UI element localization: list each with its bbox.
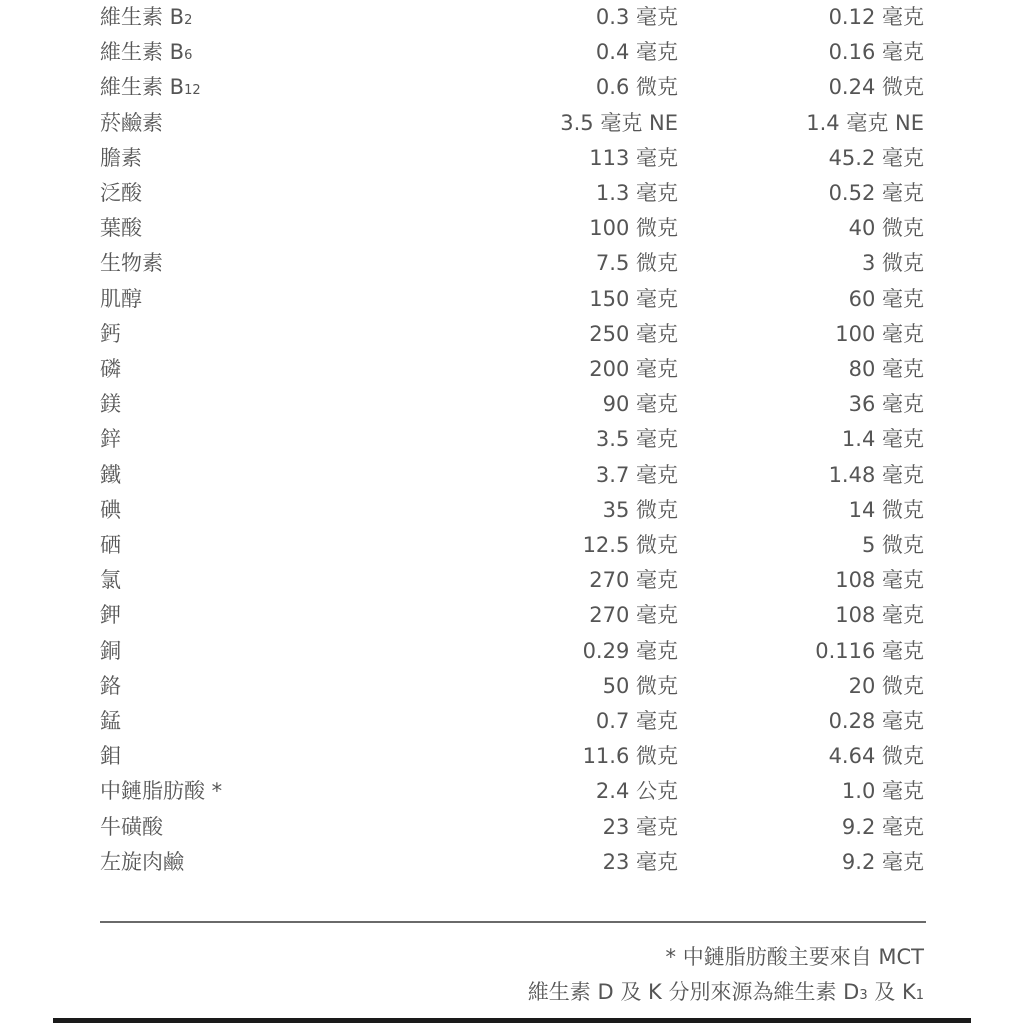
- nutrient-amount-per-100: 1.48 毫克: [828, 462, 924, 487]
- table-row: [0, 704, 1024, 739]
- table-row: [0, 598, 1024, 633]
- nutrient-name-subscript: 2: [184, 13, 193, 28]
- nutrient-amount-per-100: 9.2 毫克: [841, 814, 924, 839]
- nutrient-name-text: 牛磺酸: [100, 814, 163, 839]
- nutrient-amount-per-100: 4.64 微克: [828, 744, 924, 769]
- nutrient-amount-per-100: 0.16 毫克: [828, 40, 924, 65]
- table-row: [0, 634, 1024, 669]
- nutrient-name-text: 膽素: [100, 145, 142, 170]
- footnote-vitamin-prefix: 維生素 D 及 K 分別來源為維生素 D: [527, 980, 860, 1004]
- nutrient-name-text: 鎂: [100, 392, 121, 417]
- nutrient-name: [100, 669, 121, 704]
- nutrient-name-text: 磷: [100, 357, 121, 381]
- nutrient-amount-per-serving: 0.6 微克: [595, 75, 678, 100]
- nutrient-name: [100, 70, 201, 105]
- nutrient-amount-per-serving: 100 微克: [589, 216, 678, 241]
- nutrient-amount-per-100: 20 微克: [848, 673, 924, 698]
- table-row: [0, 563, 1024, 598]
- nutrient-amount-per-100: 0.52 毫克: [828, 181, 924, 205]
- nutrient-amount-per-serving: 113 毫克: [589, 145, 678, 170]
- nutrient-amount-per-serving: 3.7 毫克: [595, 462, 678, 487]
- nutrient-name-text: 肌醇: [100, 286, 142, 311]
- nutrient-name: [100, 176, 142, 211]
- nutrient-amount-per-serving: 250 毫克: [589, 321, 678, 346]
- nutrient-name: [100, 0, 192, 35]
- table-row: [0, 70, 1024, 105]
- table-row: [0, 810, 1024, 845]
- table-row: [0, 141, 1024, 176]
- nutrient-name-text: 碘: [100, 497, 121, 522]
- nutrient-name-subscript: 12: [184, 83, 201, 99]
- nutrient-amount-per-100: 108 毫克: [835, 568, 924, 593]
- table-row: [0, 739, 1024, 774]
- nutrient-name: [100, 634, 121, 669]
- nutrient-name-text: 氯: [100, 568, 121, 593]
- nutrient-name: [100, 141, 142, 176]
- nutrient-name: [100, 422, 121, 457]
- table-row: [0, 528, 1024, 563]
- footnote-vitamin-mid: 及 K: [867, 980, 916, 1004]
- nutrient-amount-per-100: 0.24 微克: [828, 75, 924, 100]
- nutrient-name: [100, 211, 142, 246]
- nutrient-amount-per-100: 1.4 毫克: [841, 427, 924, 452]
- nutrient-name: [100, 106, 163, 141]
- nutrient-name: [100, 528, 121, 563]
- nutrient-name-text: 左旋肉鹼: [100, 849, 184, 874]
- table-row: [0, 493, 1024, 528]
- table-row: [0, 176, 1024, 211]
- nutrient-amount-per-100: 1.0 毫克: [841, 779, 924, 804]
- nutrient-amount-per-serving: 12.5 微克: [582, 533, 678, 557]
- nutrient-amount-per-serving: 0.4 毫克: [595, 40, 678, 65]
- nutrient-amount-per-100: 60 毫克: [848, 286, 924, 311]
- nutrient-amount-per-serving: 270 毫克: [589, 603, 678, 628]
- nutrient-amount-per-100: 108 毫克: [835, 603, 924, 628]
- nutrient-amount-per-100: 0.28 毫克: [828, 709, 924, 733]
- table-row: [0, 669, 1024, 704]
- nutrient-name: [100, 739, 121, 774]
- nutrient-amount-per-100: 40 微克: [848, 216, 924, 241]
- nutrient-name: [100, 563, 121, 598]
- nutrient-amount-per-100: 9.2 毫克: [841, 849, 924, 874]
- nutrient-amount-per-100: 80 毫克: [848, 357, 924, 381]
- nutrient-amount-per-serving: 50 微克: [602, 673, 678, 698]
- table-row: [0, 317, 1024, 352]
- table-row: [0, 246, 1024, 281]
- table-row: [0, 0, 1024, 35]
- table-row: [0, 282, 1024, 317]
- nutrient-name-text: 硒: [100, 533, 121, 557]
- nutrient-name-text: 中鏈脂肪酸 *: [100, 779, 223, 804]
- table-row: [0, 106, 1024, 141]
- table-row: [0, 211, 1024, 246]
- nutrient-name-text: 錳: [100, 709, 121, 733]
- nutrient-name-text: 維生素 B: [100, 5, 185, 29]
- nutrient-name-text: 鉻: [100, 673, 121, 698]
- nutrient-name: [100, 774, 222, 809]
- nutrient-amount-per-100: 5 微克: [861, 533, 924, 557]
- nutrient-name-text: 鈣: [100, 321, 121, 346]
- nutrient-name-text: 銅: [100, 638, 121, 663]
- nutrient-name: [100, 317, 121, 352]
- nutrient-amount-per-serving: 3.5 毫克: [595, 427, 678, 452]
- nutrient-name-text: 泛酸: [100, 181, 142, 205]
- nutrient-amount-per-serving: 23 毫克: [602, 814, 678, 839]
- nutrient-name-text: 鐵: [100, 462, 121, 487]
- nutrient-amount-per-serving: 1.3 毫克: [595, 181, 678, 205]
- nutrient-name: [100, 458, 121, 493]
- nutrient-amount-per-100: 45.2 毫克: [828, 145, 924, 170]
- nutrient-name: [100, 704, 121, 739]
- nutrient-name: [100, 845, 184, 880]
- table-row: [0, 422, 1024, 457]
- footnote-mct: * 中鏈脂肪酸主要來自 MCT: [665, 945, 924, 969]
- nutrient-name-text: 葉酸: [100, 216, 142, 241]
- nutrient-name: [100, 598, 121, 633]
- nutrient-name-text: 維生素 B: [100, 75, 185, 100]
- nutrient-amount-per-100: 0.116 毫克: [815, 638, 924, 663]
- nutrient-name-text: 鉀: [100, 603, 121, 628]
- nutrient-name: [100, 810, 163, 845]
- nutrient-amount-per-serving: 11.6 微克: [582, 744, 678, 769]
- table-row: [0, 774, 1024, 809]
- nutrient-amount-per-serving: 0.3 毫克: [595, 5, 678, 29]
- nutrient-amount-per-serving: 200 毫克: [589, 357, 678, 381]
- nutrient-amount-per-serving: 0.7 毫克: [595, 709, 678, 733]
- footnote-d-subscript: 3: [859, 988, 868, 1003]
- nutrient-amount-per-100: 0.12 毫克: [828, 5, 924, 29]
- nutrient-name: [100, 282, 142, 317]
- nutrient-amount-per-serving: 0.29 毫克: [582, 638, 678, 663]
- nutrient-name-text: 菸鹼素: [100, 110, 163, 135]
- nutrient-amount-per-100: 3 微克: [861, 251, 924, 276]
- nutrient-amount-per-100: 100 毫克: [835, 321, 924, 346]
- nutrient-name: [100, 246, 163, 281]
- table-row: [0, 352, 1024, 387]
- nutrient-name: [100, 493, 121, 528]
- nutrient-amount-per-100: 36 毫克: [848, 392, 924, 417]
- nutrient-amount-per-serving: 150 毫克: [589, 286, 678, 311]
- nutrient-name: [100, 35, 192, 70]
- nutrient-name-text: 鋅: [100, 427, 121, 452]
- nutrient-name: [100, 387, 121, 422]
- nutrient-amount-per-100: 14 微克: [848, 497, 924, 522]
- nutrient-amount-per-serving: 270 毫克: [589, 568, 678, 593]
- nutrient-name-subscript: 6: [184, 48, 193, 64]
- nutrient-amount-per-100: 1.4 毫克 NE: [806, 110, 924, 135]
- nutrient-amount-per-serving: 2.4 公克: [595, 779, 678, 804]
- table-row: [0, 458, 1024, 493]
- table-divider: [100, 921, 926, 923]
- nutrient-amount-per-serving: 7.5 微克: [595, 251, 678, 276]
- nutrient-amount-per-serving: 23 毫克: [602, 849, 678, 874]
- footnote-vitamin-source: [528, 975, 924, 1013]
- nutrient-name: [100, 352, 121, 387]
- table-row: [0, 845, 1024, 880]
- table-row: [0, 35, 1024, 70]
- bottom-bar: [53, 1018, 971, 1023]
- nutrient-name-text: 鉬: [100, 744, 121, 769]
- nutrient-name-text: 維生素 B: [100, 40, 185, 65]
- nutrient-amount-per-serving: 35 微克: [602, 497, 678, 522]
- footnote-k-subscript: 1: [915, 988, 924, 1003]
- nutrient-amount-per-serving: 90 毫克: [602, 392, 678, 417]
- nutrient-name-text: 生物素: [100, 251, 163, 276]
- nutrient-amount-per-serving: 3.5 毫克 NE: [560, 110, 678, 135]
- table-row: [0, 387, 1024, 422]
